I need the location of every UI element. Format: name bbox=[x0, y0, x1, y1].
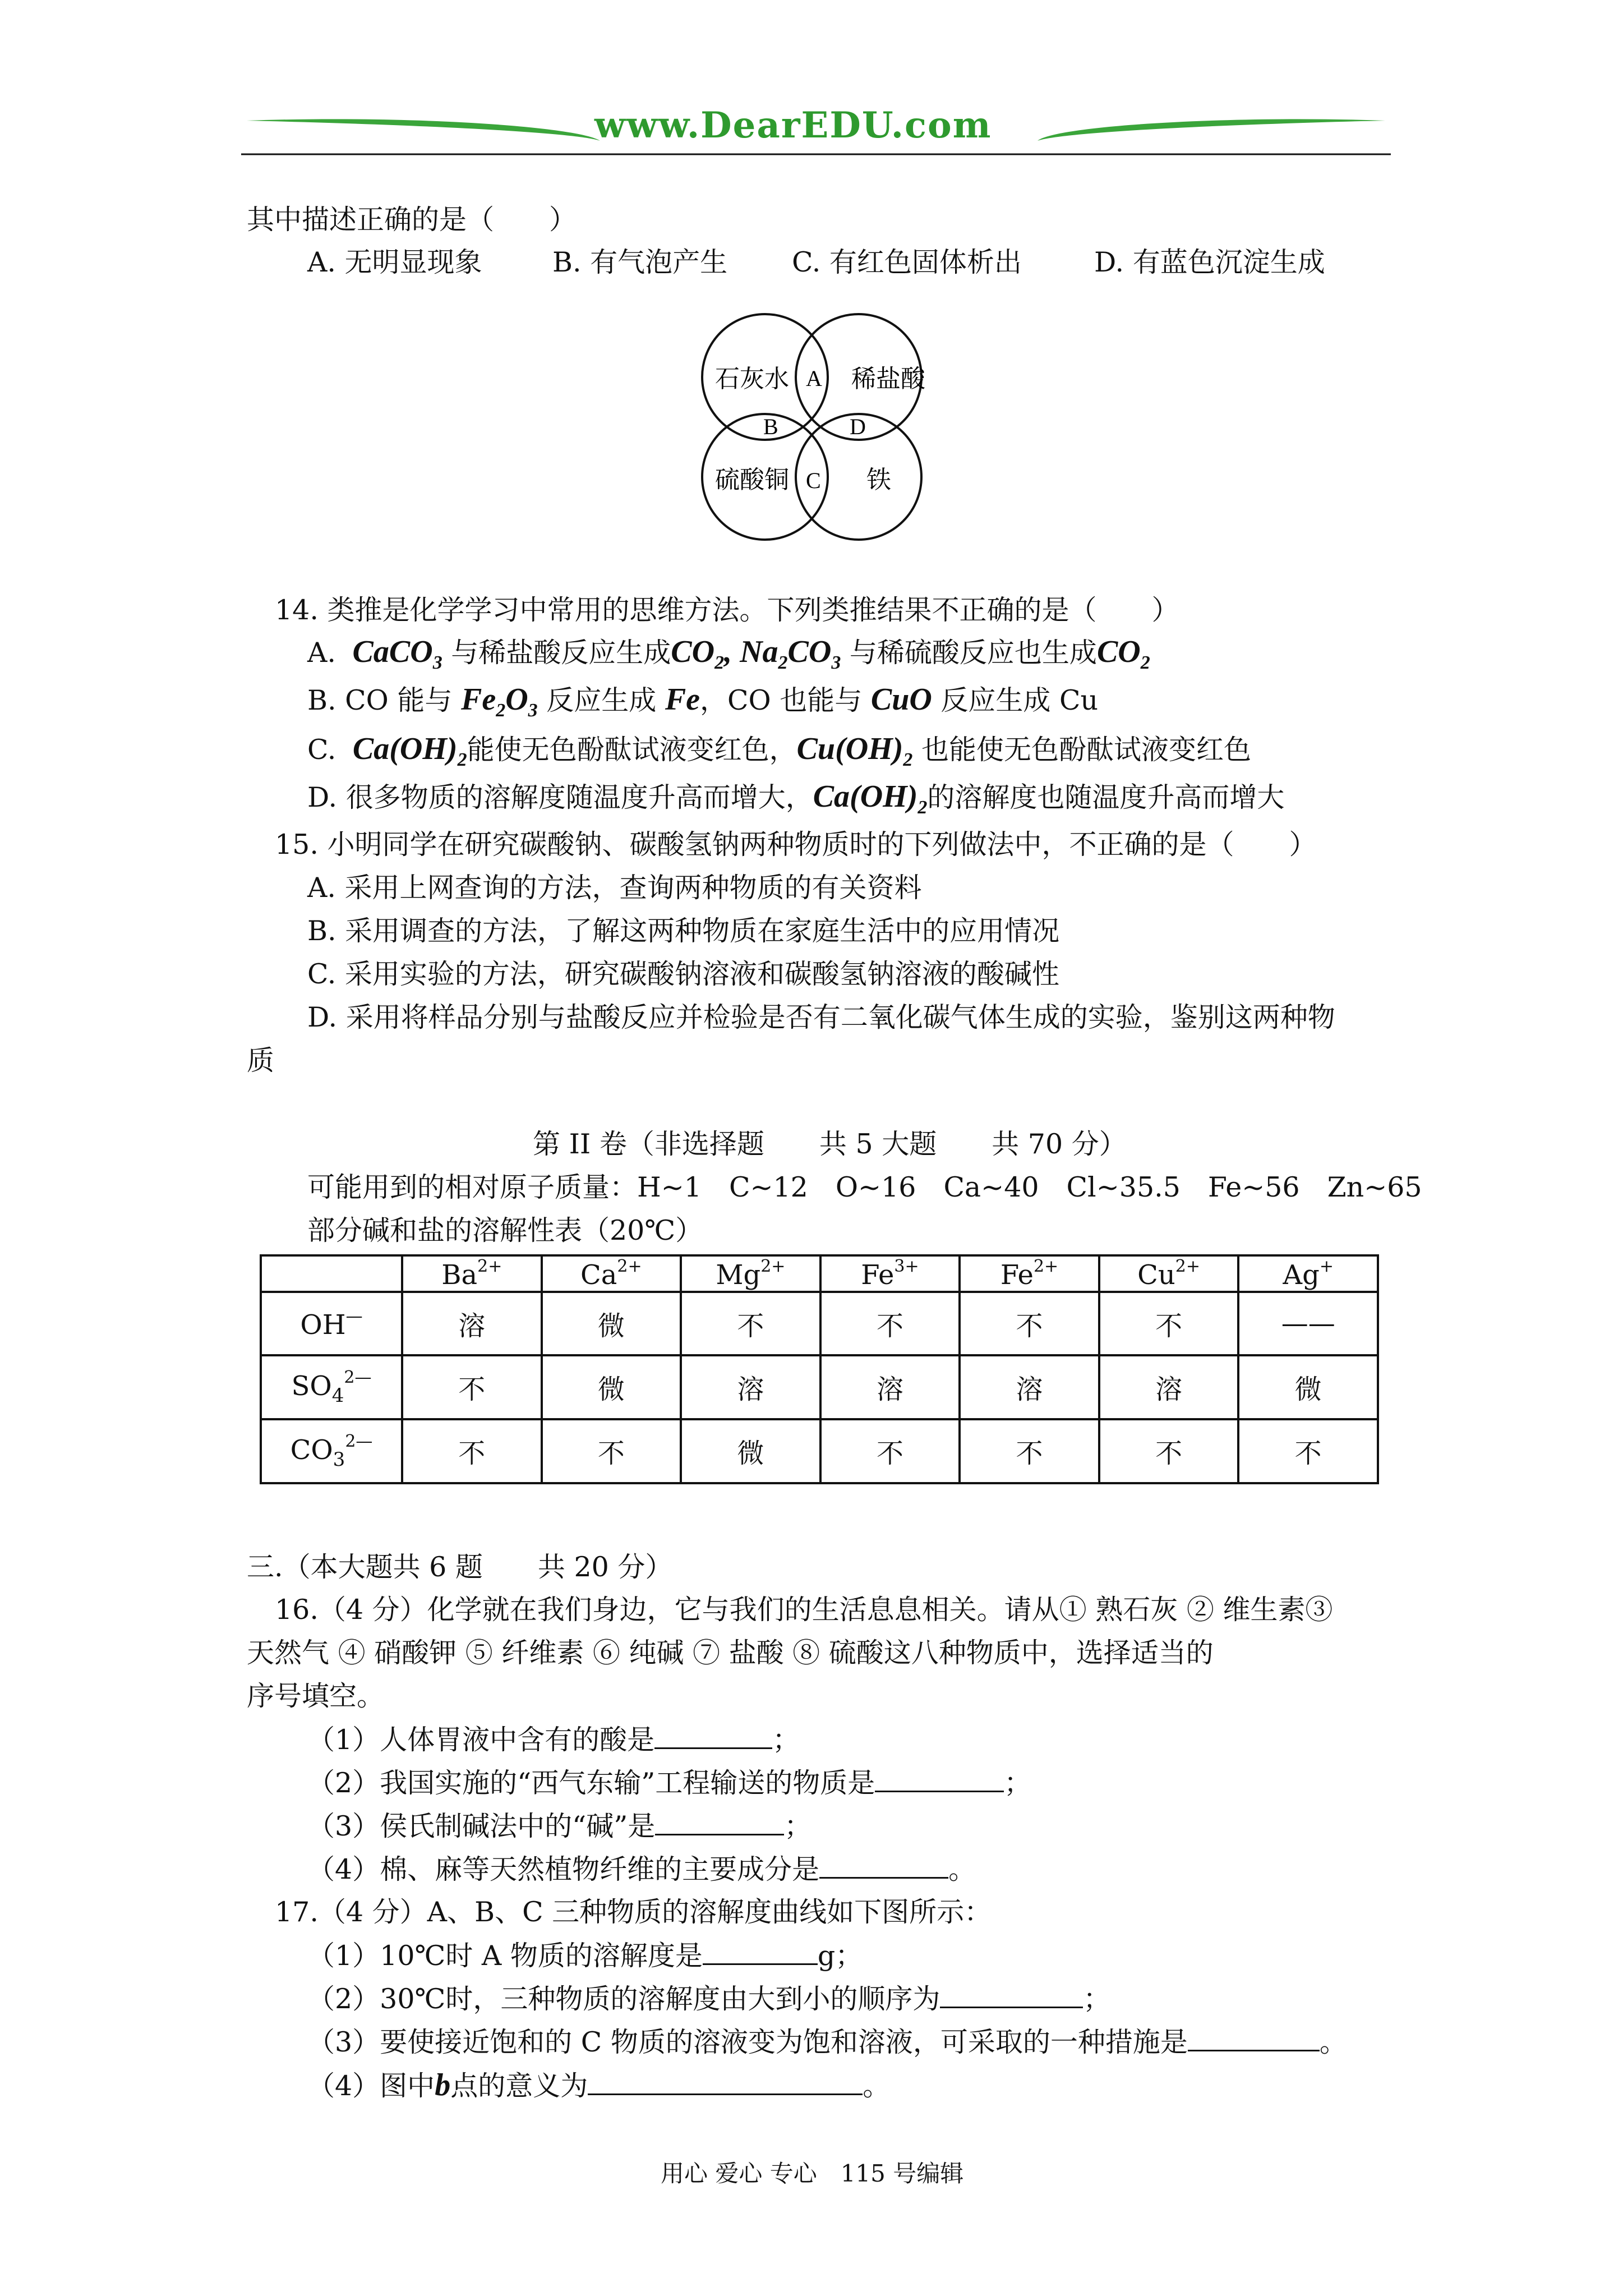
solubility-cell: 不 bbox=[960, 1419, 1099, 1483]
venn-label-iron: 铁 bbox=[866, 466, 891, 494]
answer-blank[interactable] bbox=[819, 1852, 948, 1879]
part2-title: 第 II 卷（非选择题 共 5 大题 共 70 分） bbox=[533, 1128, 1127, 1160]
table-caption: 部分碱和盐的溶解性表（20℃） bbox=[307, 1214, 703, 1246]
q17-item-4: （4）图中b点的意义为 。 bbox=[307, 2068, 891, 2102]
solubility-cell: 不 bbox=[960, 1292, 1099, 1355]
answer-blank[interactable] bbox=[703, 1939, 818, 1965]
anion-cell: OH— bbox=[261, 1292, 402, 1355]
q17-stem: 17.（4 分）A、B、C 三种物质的溶解度曲线如下图所示： bbox=[275, 1896, 992, 1928]
solubility-cell: 微 bbox=[681, 1419, 820, 1483]
q16-item-1: （1）人体胃液中含有的酸是 ； bbox=[307, 1724, 800, 1756]
formula-fe2o3: $Fe_2O_3$ bbox=[460, 682, 538, 721]
solubility-table bbox=[260, 1254, 1379, 1484]
solubility-cell: 溶 bbox=[820, 1355, 960, 1419]
right-swoosh-decoration bbox=[1038, 119, 1385, 141]
q13-option-a: A. 无明显现象 bbox=[307, 246, 482, 278]
solubility-cell: 不 bbox=[402, 1419, 542, 1483]
q15-option-a: A. 采用上网查询的方法，查询两种物质的有关资料 bbox=[307, 872, 922, 904]
q13-option-b: B. 有气泡产生 bbox=[552, 246, 728, 278]
table-row bbox=[261, 1419, 1378, 1483]
q16-line1: 16.（4 分）化学就在我们身边，它与我们的生活息息相关。请从① 熟石灰 ② 维生素③ bbox=[275, 1594, 1333, 1626]
formula-fe: Fe bbox=[665, 682, 700, 717]
q15-option-b: B. 采用调查的方法，了解这两种物质在家庭生活中的应用情况 bbox=[307, 915, 1060, 947]
q16-item-4: （4）棉、麻等天然植物纤维的主要成分是 。 bbox=[307, 1853, 976, 1885]
q17-item-3: （3）要使接近饱和的 C 物质的溶液变为饱和溶液，可采取的一种措施是 。 bbox=[307, 2026, 1347, 2058]
formula-caco3: CaCO$_3$ bbox=[344, 634, 442, 673]
q17-item-2: （2）30℃时，三种物质的溶解度由大到小的顺序为 ； bbox=[307, 1983, 1111, 2015]
table-row bbox=[261, 1292, 1378, 1355]
q14-option-a: A. CaCO$_3$ 与稀盐酸反应生成$CO_2$, $Na_2CO_3$ 与稀硫酸反应也生成$CO_2$ bbox=[307, 634, 1150, 673]
cation-header: $Mg^{2+}$ bbox=[681, 1255, 820, 1292]
anion-cell: $SO_4^{2—}$ bbox=[261, 1355, 402, 1419]
solubility-cell: 不 bbox=[1099, 1419, 1239, 1483]
q14-option-d: D. 很多物质的溶解度随温度升高而增大，$Ca(OH)_2$的溶解度也随温度升高而增大 bbox=[307, 779, 1285, 818]
cation-header: $Fe^{2+}$ bbox=[960, 1255, 1099, 1292]
venn-intersection-a: A bbox=[806, 366, 822, 391]
formula-caoh2: $Ca(OH)_2$ bbox=[344, 731, 467, 770]
solubility-cell: —— bbox=[1238, 1292, 1378, 1355]
q14-option-c: C. $Ca(OH)_2$能使无色酚酞试液变红色，$Cu(OH)_2$ 也能使无色酚酞试液变红色 bbox=[307, 731, 1251, 770]
variable-b: b bbox=[435, 2068, 451, 2102]
solubility-cell: 不 bbox=[820, 1419, 960, 1483]
venn-label-limewater: 石灰水 bbox=[715, 365, 789, 393]
cation-header: $Fe^{3+}$ bbox=[820, 1255, 960, 1292]
table-corner-cell bbox=[261, 1255, 402, 1292]
answer-blank[interactable] bbox=[940, 1982, 1083, 2008]
solubility-cell: 微 bbox=[542, 1355, 681, 1419]
solubility-cell: 不 bbox=[820, 1292, 960, 1355]
q14-option-b: B. CO 能与 $Fe_2O_3$ 反应生成 Fe，CO 也能与 CuO 反应生成 Cu bbox=[307, 682, 1099, 721]
cation-header: $Ba^{2+}$ bbox=[402, 1255, 542, 1292]
formula-cuo: CuO bbox=[870, 682, 932, 717]
atomic-mass-line: 可能用到的相对原子质量：H~1 C~12 O~16 Ca~40 Cl~35.5 Fe~56 Zn~65 bbox=[307, 1171, 1422, 1203]
solubility-cell: 溶 bbox=[960, 1355, 1099, 1419]
venn-label-cuso4: 硫酸铜 bbox=[715, 466, 789, 494]
solubility-cell: 微 bbox=[542, 1292, 681, 1355]
option-label: A. bbox=[307, 637, 336, 669]
q15-option-c: C. 采用实验的方法，研究碳酸钠溶液和碳酸氢钠溶液的酸碱性 bbox=[307, 958, 1059, 990]
q13-option-c: C. 有红色固体析出 bbox=[792, 246, 1022, 278]
venn-intersection-c: C bbox=[806, 468, 821, 493]
site-logo-text: www.DearEDU.com bbox=[594, 104, 992, 146]
table-header-row bbox=[261, 1255, 1378, 1292]
venn-intersection-d: D bbox=[850, 414, 866, 439]
formula-cuoh2: $Cu(OH)_2$ bbox=[796, 731, 913, 770]
answer-blank[interactable] bbox=[1188, 2025, 1320, 2051]
solubility-cell: 不 bbox=[1099, 1292, 1239, 1355]
q16-line3: 序号填空。 bbox=[247, 1680, 385, 1712]
solubility-cell: 不 bbox=[402, 1355, 542, 1419]
cation-header: Ag+ bbox=[1238, 1255, 1378, 1292]
answer-blank[interactable] bbox=[654, 1723, 772, 1749]
venn-diagram bbox=[681, 303, 962, 555]
section3-title: 三.（本大题共 6 题 共 20 分） bbox=[247, 1551, 673, 1583]
q14-stem: 14. 类推是化学学习中常用的思维方法。下列类推结果不正确的是（ ） bbox=[275, 594, 1179, 626]
anion-cell: $CO_3^{2—}$ bbox=[261, 1419, 402, 1483]
table-row bbox=[261, 1355, 1378, 1419]
q13-stem: 其中描述正确的是（ ） bbox=[247, 204, 577, 236]
answer-blank[interactable] bbox=[655, 1809, 784, 1835]
solubility-cell: 溶 bbox=[402, 1292, 542, 1355]
answer-blank[interactable] bbox=[875, 1766, 1004, 1792]
left-swoosh-decoration bbox=[247, 119, 600, 141]
formula-co2-b: $CO_2$ bbox=[1096, 634, 1150, 673]
q17-item-1: （1）10℃时 A 物质的溶解度是 g； bbox=[307, 1940, 863, 1972]
solubility-cell: 溶 bbox=[1099, 1355, 1239, 1419]
venn-intersection-b: B bbox=[763, 414, 778, 439]
q16-line2: 天然气 ④ 硝酸钾 ⑤ 纤维素 ⑥ 纯碱 ⑦ 盐酸 ⑧ 硫酸这八种物质中，选择适当的 bbox=[247, 1637, 1214, 1669]
cation-header: $Ca^{2+}$ bbox=[542, 1255, 681, 1292]
page-footer: 用心 爱心 专心 115 号编辑 bbox=[661, 2160, 964, 2187]
solubility-cell: 不 bbox=[681, 1292, 820, 1355]
q13-option-d: D. 有蓝色沉淀生成 bbox=[1094, 246, 1325, 278]
venn-label-hcl: 稀盐酸 bbox=[851, 365, 925, 393]
q15-option-d-wrap: 质 bbox=[247, 1045, 275, 1076]
formula-caoh2-d: $Ca(OH)_2$ bbox=[813, 779, 928, 818]
q16-item-3: （3）侯氏制碱法中的“碱”是 ； bbox=[307, 1810, 812, 1842]
q15-option-d: D. 采用将样品分别与盐酸反应并检验是否有二氧化碳气体生成的实验，鉴别这两种物 bbox=[307, 1001, 1335, 1033]
answer-blank[interactable] bbox=[588, 2069, 863, 2095]
solubility-cell: 微 bbox=[1238, 1355, 1378, 1419]
cation-header: $Cu^{2+}$ bbox=[1099, 1255, 1239, 1292]
solubility-cell: 不 bbox=[1238, 1419, 1378, 1483]
solubility-cell: 不 bbox=[542, 1419, 681, 1483]
q16-item-2: （2）我国实施的“西气东输”工程输送的物质是 ； bbox=[307, 1767, 1032, 1799]
formula-co2: $CO_2$, $Na_2CO_3$ bbox=[671, 634, 841, 673]
q15-stem: 15. 小明同学在研究碳酸钠、碳酸氢钠两种物质时的下列做法中，不正确的是（ ） bbox=[275, 829, 1317, 861]
solubility-cell: 溶 bbox=[681, 1355, 820, 1419]
